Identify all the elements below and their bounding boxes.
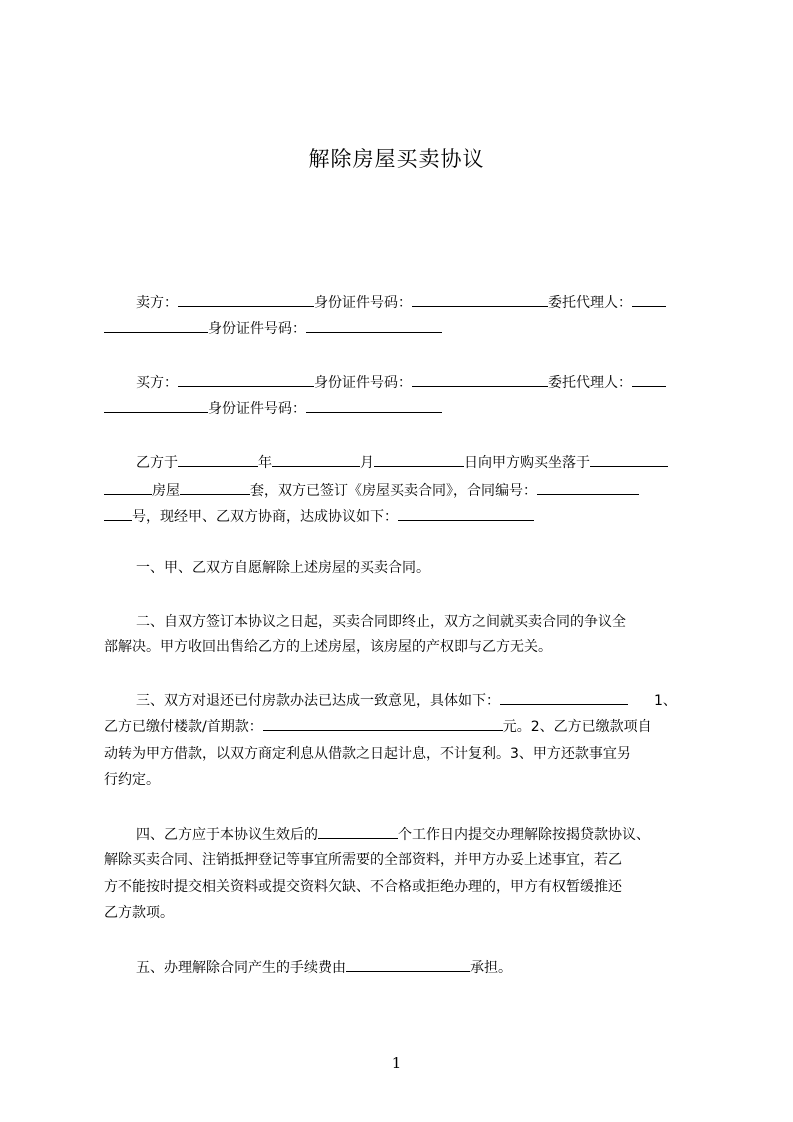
clause-3-line-2 [104,716,652,737]
fee-bearer-field[interactable] [346,957,470,972]
year-label: 年 [258,455,272,471]
buyer-id-field[interactable] [412,372,548,387]
clause-3-text: 三、双方对退还已付房款办法已达成一致意见，具体如下： [136,693,500,709]
house-label: 房屋 [152,483,180,499]
year-field[interactable] [178,452,258,467]
clause-2-line-2: 部解决。甲方收回出售给乙方的上述房屋，该房屋的产权即与乙方无关。 [104,639,552,655]
intro-end-text: 号，现经甲、乙双方协商，达成协议如下： [132,509,398,525]
contract-number-field-cont[interactable] [104,506,132,521]
clause-4-line-2: 解除买卖合同、注销抵押登记等事宜所需要的全部资料，并甲方办妥上述事宜，若乙 [104,852,622,868]
intro-line-2 [104,480,639,501]
buyer-line [136,372,666,393]
seller-name-field[interactable] [178,292,314,307]
clause-1: 一、甲、乙双方自愿解除上述房屋的买卖合同。 [136,560,430,576]
month-label: 月 [360,455,374,471]
clause-2-line-1: 二、自双方签订本协议之日起，买卖合同即终止，双方之间就买卖合同的争议全 [136,614,626,630]
buyer-agent-id-label: 身份证件号码： [208,401,306,417]
seller-line-2 [104,318,442,339]
unit-field[interactable] [180,480,250,495]
buyer-agent-label: 委托代理人： [548,375,632,391]
clause-3-line-4: 行约定。 [104,772,160,788]
contract-number-field[interactable] [537,480,639,495]
intro-end-field[interactable] [398,506,534,521]
clause-4-text-2: 个工作日内提交办理解除按揭贷款协议、 [398,827,650,843]
seller-line [136,292,666,313]
month-field[interactable] [272,452,360,467]
buyer-line-2 [104,398,442,419]
seller-agent-label: 委托代理人： [548,295,632,311]
seller-agent-field-cont[interactable] [104,318,208,333]
clause-3-line-1 [136,690,677,711]
day-field[interactable] [374,452,464,467]
location-field-cont[interactable] [104,480,152,495]
seller-id-label: 身份证件号码： [314,295,412,311]
clause-4-line-3: 方不能按时提交相关资料或提交资料欠缺、不合格或拒绝办理的，甲方有权暂缓推还 [104,879,622,895]
buyer-id-label: 身份证件号码： [314,375,412,391]
buyer-name-field[interactable] [178,372,314,387]
clause-5 [136,957,512,978]
clause-4-line-1 [136,824,650,845]
intro-line-3 [104,506,534,527]
intro-line-1 [136,452,668,473]
clause-3-line-3: 动转为甲方借款，以双方商定利息从借款之日起计息，不计复利。3、甲方还款事宜另 [104,746,631,762]
intro-text: 乙方于 [136,455,178,471]
location-field[interactable] [590,452,668,467]
buyer-label: 买方： [136,375,178,391]
page-number: 1 [391,1054,402,1072]
buyer-agent-id-field[interactable] [306,398,442,413]
contract-number-label: 套，双方已签订《房屋买卖合同》，合同编号： [250,483,537,499]
clause-5-text: 五、办理解除合同产生的手续费由 [136,960,346,976]
seller-agent-id-label: 身份证件号码： [208,321,306,337]
seller-label: 卖方： [136,295,178,311]
buyer-agent-field-cont[interactable] [104,398,208,413]
clause-4-line-4: 乙方款项。 [104,905,174,921]
refund-method-field[interactable] [500,690,628,705]
clause-5-end: 承担。 [470,960,512,976]
down-payment-field[interactable] [263,716,503,731]
document-title: 解除房屋买卖协议 [308,147,485,171]
seller-agent-field[interactable] [632,292,666,307]
seller-agent-id-field[interactable] [306,318,442,333]
seller-id-field[interactable] [412,292,548,307]
workdays-field[interactable] [318,824,398,839]
buyer-agent-field[interactable] [632,372,666,387]
item-1-label: 1、 [654,693,677,709]
clause-3-text-2: 元。2、乙方已缴款项自 [502,719,652,735]
clause-4-text: 四、乙方应于本协议生效后的 [136,827,318,843]
down-payment-label: 乙方已缴付楼款/首期款： [104,719,263,735]
day-label: 日向甲方购买坐落于 [464,455,590,471]
